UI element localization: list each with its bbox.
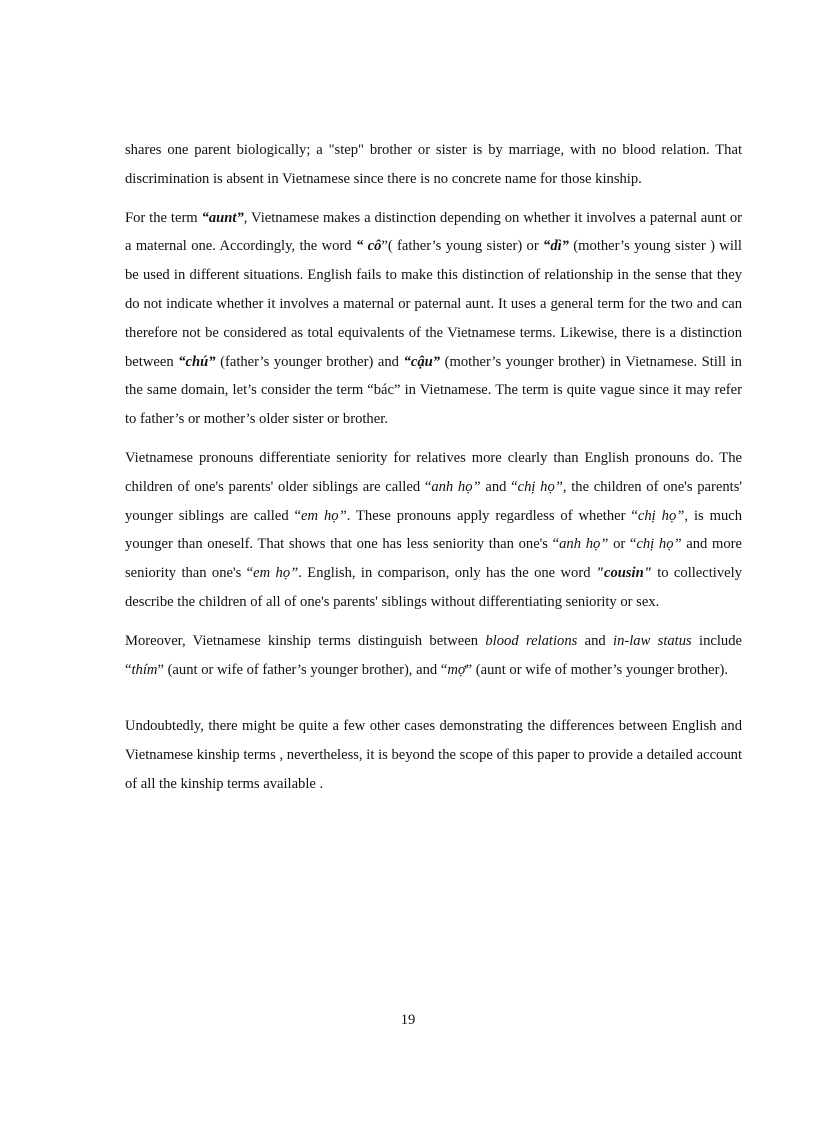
page-number: 19 bbox=[400, 1012, 416, 1028]
paragraph-aunt-terms bbox=[125, 204, 742, 434]
term-thim: thím bbox=[131, 661, 158, 678]
text-run: . These pronouns apply regardless of whether “ bbox=[346, 507, 638, 524]
text-run: to collectively describe the children of all of one's parents' siblings without differentiating seniority or sex. bbox=[125, 565, 742, 610]
paragraph-conclusion bbox=[125, 712, 742, 798]
term-anh-ho: anh họ” bbox=[559, 536, 609, 553]
text-run: shares one parent biologically; a "step" brother or sister is by marriage, with no blood relation. That discrimination is absent in Vietnamese since there is no concrete name for those kinship. bbox=[125, 142, 742, 187]
term-chu: “chú” bbox=[178, 353, 216, 370]
term-mo: mợ bbox=[447, 661, 466, 678]
text-run: Undoubtedly, there might be quite a few other cases demonstrating the differences between English and Vietnamese kinship terms , nevertheless, it is beyond the scope of this paper to provide a detailed account of all the kinship terms available . bbox=[125, 718, 742, 792]
text-run: For the term bbox=[125, 209, 202, 226]
term-cousin: "cousin" bbox=[595, 565, 652, 582]
text-run: (mother’s young sister ) will be used in different situations. English fails to make this distinction of relationship in the sense that they do not indicate whether it involves a maternal or paternal aunt. It uses a general term for the two and can therefore not be considered as total equivalents of the Vietnamese terms. Likewise, there is a distinction between bbox=[125, 238, 742, 370]
term-em-ho: em họ” bbox=[301, 507, 347, 524]
term-anh-ho: anh họ” bbox=[431, 478, 481, 495]
term-cau: “cậu” bbox=[403, 353, 441, 370]
page-body bbox=[125, 136, 742, 799]
term-aunt: “aunt” bbox=[201, 209, 244, 226]
text-run: ” (aunt or wife of mother’s younger brother). bbox=[465, 661, 728, 678]
text-run: ” (aunt or wife of father’s younger brother), and “ bbox=[157, 661, 448, 678]
text-run: and bbox=[577, 632, 614, 649]
text-run: (mother’s younger brother) in Vietnamese. Still in the same domain, let’s consider the term “bác” in Vietnamese. The term is quite vague since it may refer to father’s or mother’s older sister or brother. bbox=[125, 353, 742, 428]
term-chi-ho: chị họ” bbox=[637, 507, 685, 524]
paragraph-pronoun-seniority bbox=[125, 444, 742, 617]
paragraph-blood-inlaw bbox=[125, 627, 742, 685]
text-run: and “ bbox=[480, 478, 518, 495]
term-blood-relations: blood relations bbox=[485, 632, 578, 649]
paragraph-step-siblings bbox=[125, 136, 742, 194]
text-run: . English, in comparison, only has the one word bbox=[298, 565, 596, 582]
term-co: “ cô bbox=[355, 238, 382, 255]
term-chi-ho: chị họ” bbox=[636, 536, 682, 553]
text-run: , Vietnamese makes a distinction depending on whether it involves a paternal aunt or a maternal one. Accordingly, the word bbox=[125, 209, 742, 255]
text-run: or “ bbox=[608, 536, 637, 553]
text-run: , is much younger than oneself. That shows that one has less seniority than one's “ bbox=[125, 507, 743, 553]
text-run: ”( father’s young sister) or bbox=[381, 238, 544, 255]
text-run: , the children of one's parents' younger siblings are called “ bbox=[125, 478, 743, 524]
text-run: include “ bbox=[125, 632, 742, 678]
text-run: Moreover, Vietnamese kinship terms distinguish between bbox=[125, 632, 486, 649]
text-run: and more seniority than one's “ bbox=[125, 536, 743, 582]
text-run: (father’s younger brother) and bbox=[215, 353, 404, 370]
term-em-ho: em họ” bbox=[253, 565, 299, 582]
term-in-law-status: in-law status bbox=[613, 632, 692, 649]
term-di: “dì” bbox=[543, 238, 569, 255]
term-chi-ho: chị họ” bbox=[517, 478, 563, 495]
text-run: Vietnamese pronouns differentiate seniority for relatives more clearly than English pronouns do. The children of one's parents' older siblings are called “ bbox=[125, 449, 742, 495]
